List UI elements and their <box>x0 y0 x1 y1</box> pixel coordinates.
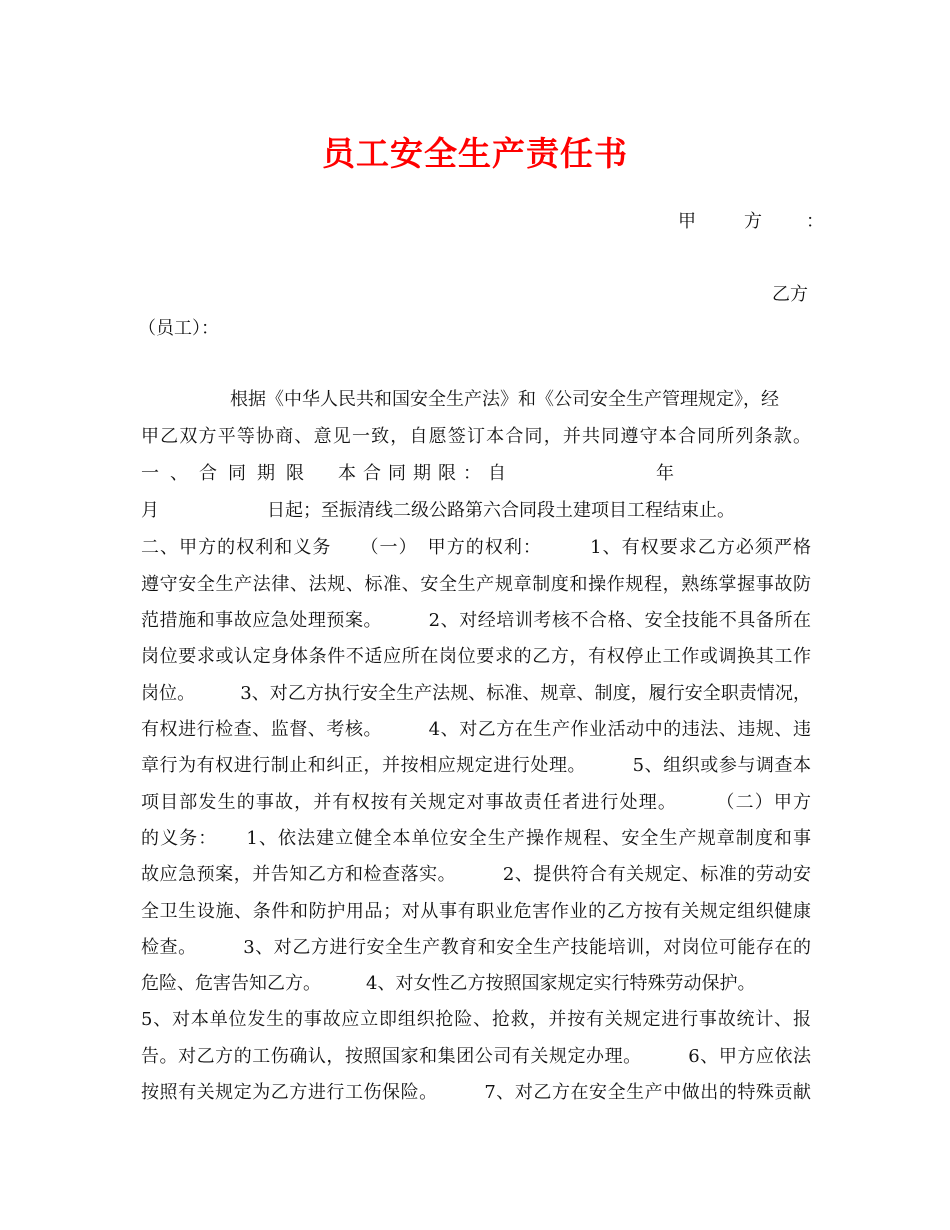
body-line-2: 甲乙双方平等协商、意见一致，自愿签订本合同，并共同遵守本合同所列条款。 <box>141 426 811 447</box>
body-line-6: 遵守安全生产法律、法规、标准、安全生产规章制度和操作规程，熟练掌握事故防 <box>141 574 811 595</box>
party-a-char2: 方 <box>744 211 762 232</box>
body-line-1: 根据《中华人民共和国安全生产法》和《公司安全生产管理规定》，经 <box>230 389 779 410</box>
body-line-19: 告。对乙方的工伤确认，按照国家和集团公司有关规定办理。 6、甲方应依法 <box>141 1046 811 1067</box>
body-line-13: 的义务： 1、依法建立健全本单位安全生产操作规程、安全生产规章制度和事 <box>141 828 811 849</box>
term-year-label: 年 <box>656 463 674 484</box>
body-line-17: 危险、危害告知乙方。 4、对女性乙方按照国家规定实行特殊劳动保护。 <box>141 973 756 994</box>
body-line-12: 项目部发生的事故，并有权按有关规定对事故责任者进行处理。 （二）甲方 <box>141 792 811 813</box>
party-a-colon: ： <box>806 211 824 232</box>
body-line-9: 岗位。 3、对乙方执行安全生产法规、标准、规章、制度，履行安全职责情况， <box>141 683 811 704</box>
body-line-14: 故应急预案，并告知乙方和检查落实。 2、提供符合有关规定、标准的劳动安 <box>141 864 811 885</box>
body-line-5: 二、甲方的权利和义务 （一） 甲方的权利： 1、有权要求乙方必须严格 <box>141 537 811 558</box>
body-line-20: 按照有关规定为乙方进行工伤保险。 7、对乙方在安全生产中做出的特殊贡献 <box>141 1082 811 1103</box>
term-start-label: 本合同期限：自 <box>338 463 513 484</box>
document-title: 员工安全生产责任书 <box>322 134 628 173</box>
body-line-10: 有权进行检查、监督、考核。 4、对乙方在生产作业活动中的违法、违规、违 <box>141 719 811 740</box>
body-line-7: 范措施和事故应急处理预案。 2、对经培训考核不合格、安全技能不具备所在 <box>141 610 811 631</box>
party-a-char1: 甲 <box>678 211 696 232</box>
body-line-18: 5、对本单位发生的事故应立即组织抢险、抢救，并按有关规定进行事故统计、报 <box>141 1009 811 1030</box>
body-line-11: 章行为有权进行制止和纠正，并按相应规定进行处理。 5、组织或参与调查本 <box>141 755 811 776</box>
body-line-8: 岗位要求或认定身体条件不适应所在岗位要求的乙方，有权停止工作或调换其工作 <box>141 646 811 667</box>
body-line-15: 全卫生设施、条件和防护用品；对从事有职业危害作业的乙方按有关规定组织健康 <box>141 901 811 922</box>
party-b-continuation: （员工）： <box>138 318 219 339</box>
body-line-16: 检查。 3、对乙方进行安全生产教育和安全生产技能培训，对岗位可能存在的 <box>141 937 811 958</box>
term-heading: 一、合同期限 <box>141 463 315 484</box>
party-b-label: 乙方 <box>772 284 808 305</box>
body-line-4: 月 日起；至振清线二级公路第六合同段土建项目工程结束止。 <box>141 500 735 521</box>
